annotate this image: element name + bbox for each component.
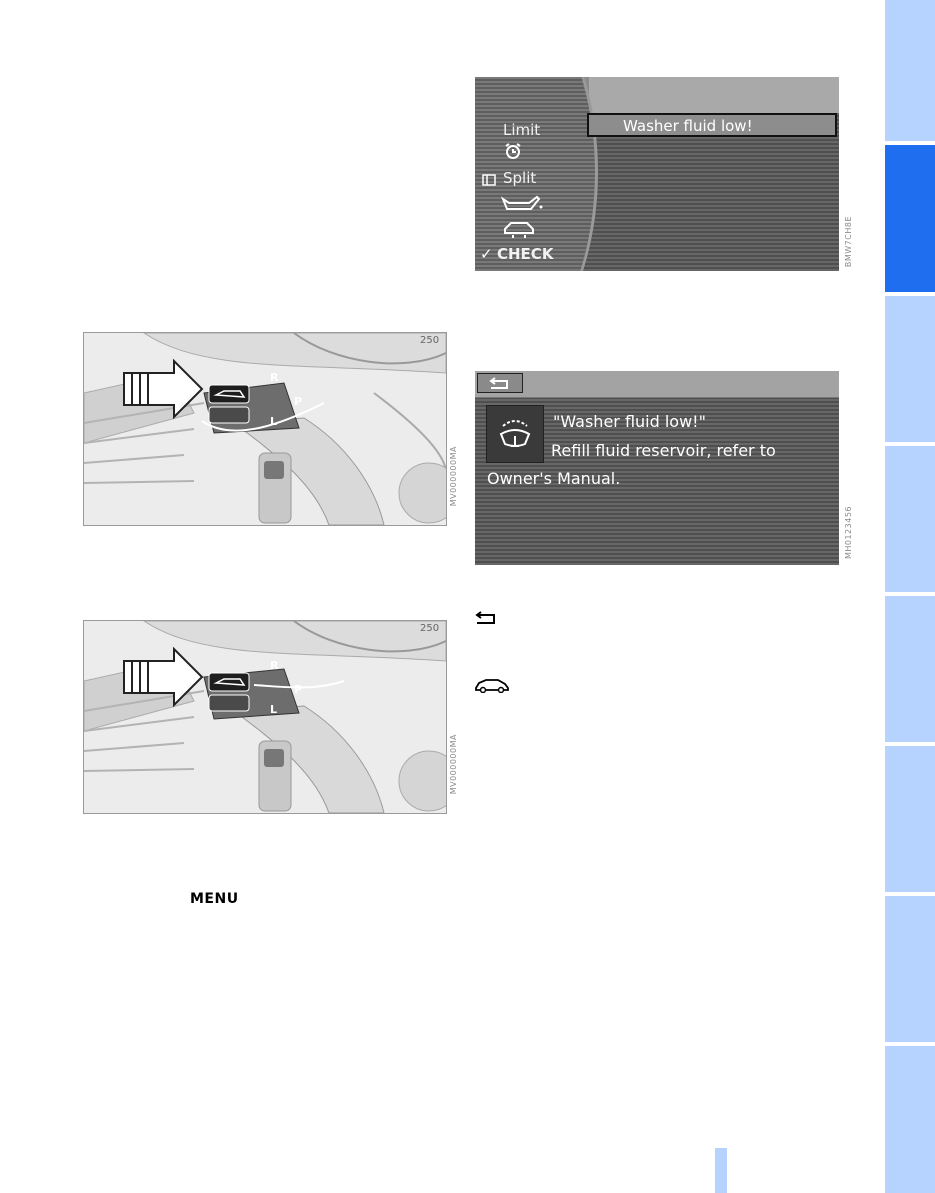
screen2-code: MH0123456 [844,506,853,560]
car-outline-icon [474,677,510,693]
car-service-icon[interactable] [499,219,539,239]
lever-letter-l: L [270,415,278,428]
chapter-tab-8[interactable] [885,1046,935,1193]
back-button[interactable] [477,373,523,393]
message-line-3: Owner's Manual. [487,469,621,488]
washer-fluid-icon [495,414,535,454]
chapter-tab-1[interactable] [885,0,935,141]
menu-item-split[interactable]: Split [503,169,537,187]
lever-letter-r: R [270,371,279,384]
chapter-tab-4[interactable] [885,446,935,592]
page-marker [715,1148,727,1193]
lever-letter-p: P [294,683,303,696]
chapter-tab-6[interactable] [885,746,935,892]
selected-message-text: Washer fluid low! [623,117,753,135]
menu-item-check[interactable]: CHECK [497,245,554,263]
check-mark-icon: ✓ [480,245,493,263]
lever-drawing [84,621,446,813]
chapter-tab-5[interactable] [885,596,935,742]
lever-letter-p: P [294,395,303,408]
chapter-tab-7[interactable] [885,896,935,1042]
lever-illustration-1 [83,332,447,526]
speed-label: 250 [420,623,440,634]
lever-letter-r: R [270,659,279,672]
return-arrow-icon [475,610,497,626]
washer-fluid-icon-box [486,405,544,463]
return-arrow-icon [488,376,512,390]
speed-label: 250 [420,335,440,346]
lever-letter-l: L [270,703,278,716]
alarm-clock-icon[interactable] [503,141,523,161]
menu-button-label: MENU [190,891,239,907]
photo1-code: MV000000MA [449,446,458,507]
split-screen-icon [482,174,496,186]
message-line-2: Refill fluid reservoir, refer to [551,441,776,460]
menu-item-limit[interactable]: Limit [503,121,541,139]
oil-can-icon[interactable] [499,193,543,213]
chapter-tab-2[interactable] [885,145,935,292]
check-control-screen [475,77,839,271]
lever-illustration-2 [83,620,447,814]
message-title: "Washer fluid low!" [553,412,706,431]
screen1-code: BMW7CH8E [844,216,853,268]
chapter-tab-3[interactable] [885,296,935,442]
message-detail-screen [475,371,839,565]
lever-drawing [84,333,446,525]
screen-header-right [589,77,839,113]
photo2-code: MV000000MA [449,734,458,795]
screen-header [475,371,839,398]
selected-message[interactable] [587,113,837,137]
